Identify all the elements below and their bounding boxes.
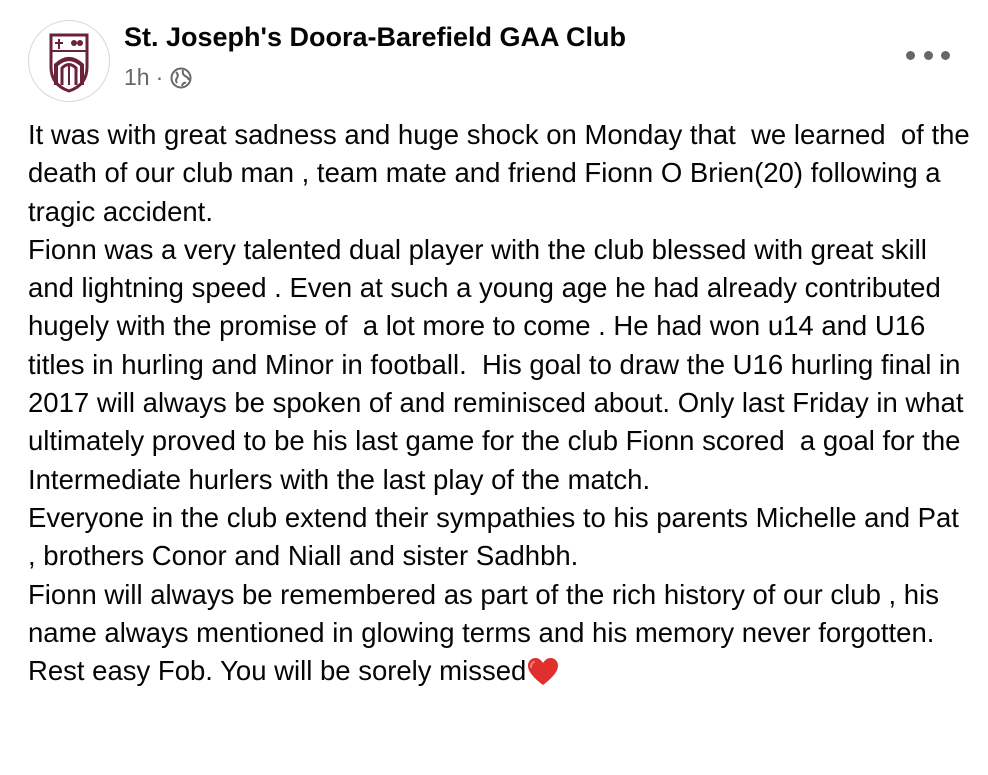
more-dot xyxy=(924,51,933,60)
more-options-icon[interactable] xyxy=(906,40,950,70)
post-meta xyxy=(124,64,192,91)
post-timestamp[interactable]: 1h xyxy=(124,64,150,90)
globe-icon[interactable] xyxy=(170,67,192,89)
post-paragraph: Everyone in the club extend their sympathies to his parents Michelle and Pat , brothers Conor and Niall and sister Sadhbh. xyxy=(28,501,967,572)
post-paragraph: Fionn will always be remembered as part of the rich history of our club , his name always mentioned in glowing terms and his memory never forgotten. xyxy=(28,578,947,648)
more-dot xyxy=(941,51,950,60)
red-heart-icon xyxy=(527,657,559,687)
meta-separator: · xyxy=(155,64,164,90)
post-text xyxy=(28,116,978,690)
page-avatar[interactable] xyxy=(28,20,110,102)
post-closing-line xyxy=(28,652,973,690)
post-paragraph: Rest easy Fob. You will be sorely missed xyxy=(28,655,527,687)
post-paragraph: Fionn was a very talented dual player with the club blessed with great skill and lightning speed . Even at such a young age he had already contributed hugely with the promise of a lot more to come . He had won u14 and U16 titles in hurling and Minor in football. His goal to draw the U16 hurling final in 2017 will always be spoken of and reminisced about. Only last Friday in what ultimately proved to be his last game for the club Fionn scored a goal for the Intermediate hurlers with the last play of the match. xyxy=(28,233,972,495)
page-name-link[interactable]: St. Joseph's Doora-Barefield GAA Club xyxy=(124,22,626,52)
post-paragraph: It was with great sadness and huge shock on Monday that we learned of the death of our club man , team mate and friend Fionn O Brien(20) following a tragic accident. xyxy=(28,119,978,227)
post-header xyxy=(0,0,988,110)
more-dot xyxy=(906,51,915,60)
club-crest-icon xyxy=(29,21,109,101)
